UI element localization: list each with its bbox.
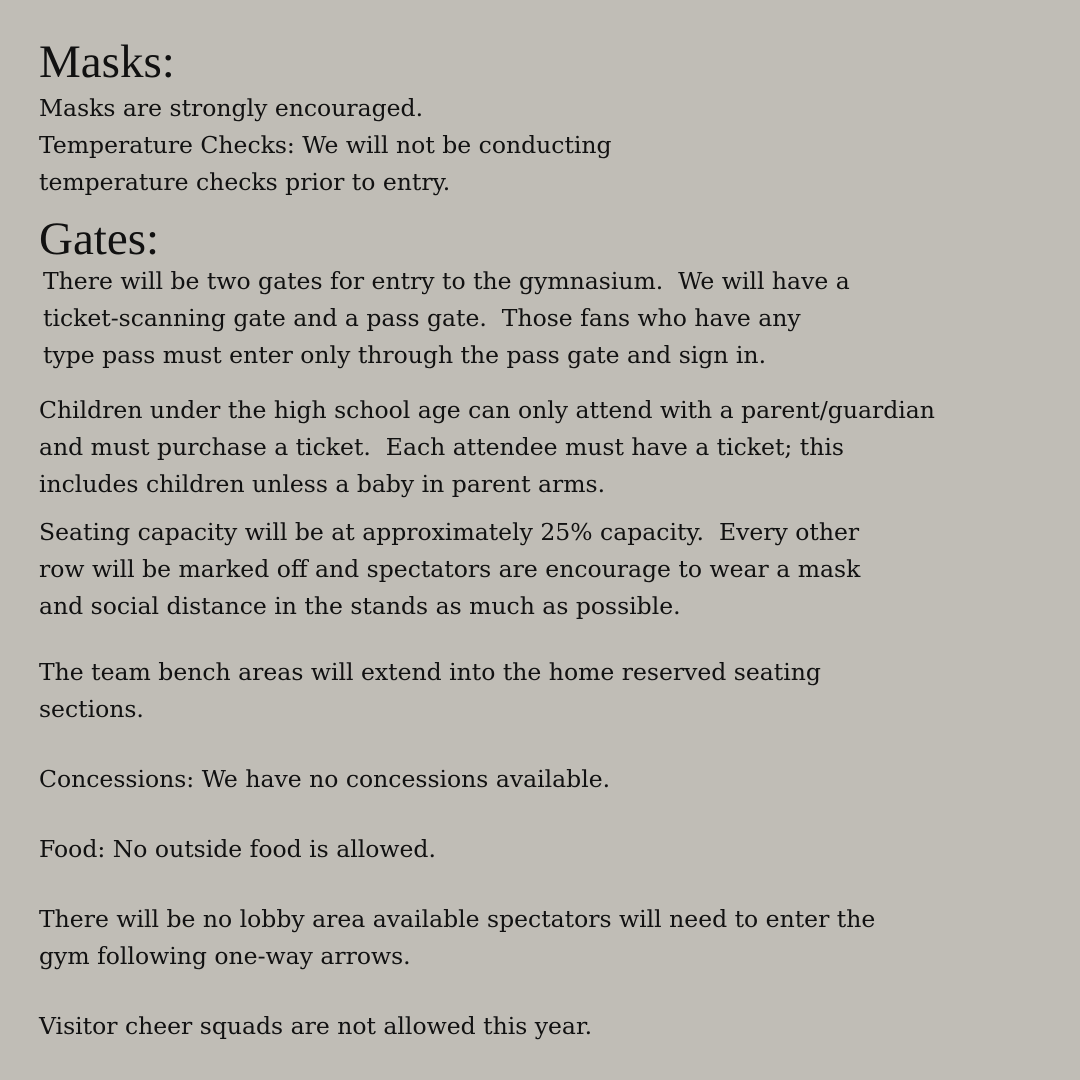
paragraph-line: ticket-scanning gate and a pass gate. Those fans who have any [43, 304, 801, 332]
paragraph-line: Seating capacity will be at approximately 25% capacity. Every other [39, 518, 860, 546]
paragraph-line: and must purchase a ticket. Each attendee must have a ticket; this [39, 433, 844, 461]
paragraph-line: gym following one-way arrows. [39, 942, 411, 970]
visitor-paragraph [39, 1008, 592, 1045]
paragraph-line: Food: No outside food is allowed. [39, 835, 436, 863]
paragraph-line: There will be no lobby area available spectators will need to enter the [39, 905, 876, 933]
paragraph-line: There will be two gates for entry to the gymnasium. We will have a [43, 267, 850, 295]
paragraph-line: Children under the high school age can only attend with a parent/guardian [39, 396, 935, 424]
children-paragraph [39, 392, 935, 503]
paragraph-line: The team bench areas will extend into the home reserved seating [39, 658, 821, 686]
masks-heading: Masks: [39, 36, 175, 88]
bench-paragraph [39, 654, 821, 728]
gates-heading: Gates: [39, 213, 160, 265]
paragraph-line: Visitor cheer squads are not allowed this year. [39, 1012, 593, 1040]
paragraph-line: temperature checks prior to entry. [39, 168, 451, 196]
gates-paragraph [43, 263, 850, 374]
paragraph-line: and social distance in the stands as much as possible. [39, 592, 681, 620]
paragraph-line: row will be marked off and spectators are encourage to wear a mask [39, 555, 861, 583]
paragraph-line: Masks are strongly encouraged. [39, 94, 424, 122]
lobby-paragraph [39, 901, 875, 975]
paragraph-line: sections. [39, 695, 144, 723]
paragraph-line: Concessions: We have no concessions available. [39, 765, 611, 793]
concessions-paragraph [39, 761, 610, 798]
paragraph-line: Temperature Checks: We will not be conducting [39, 131, 612, 159]
masks-paragraph [39, 90, 612, 201]
paragraph-line: type pass must enter only through the pass gate and sign in. [43, 341, 767, 369]
food-paragraph [39, 831, 436, 868]
paragraph-line: includes children unless a baby in parent arms. [39, 470, 606, 498]
seating-paragraph [39, 514, 860, 625]
